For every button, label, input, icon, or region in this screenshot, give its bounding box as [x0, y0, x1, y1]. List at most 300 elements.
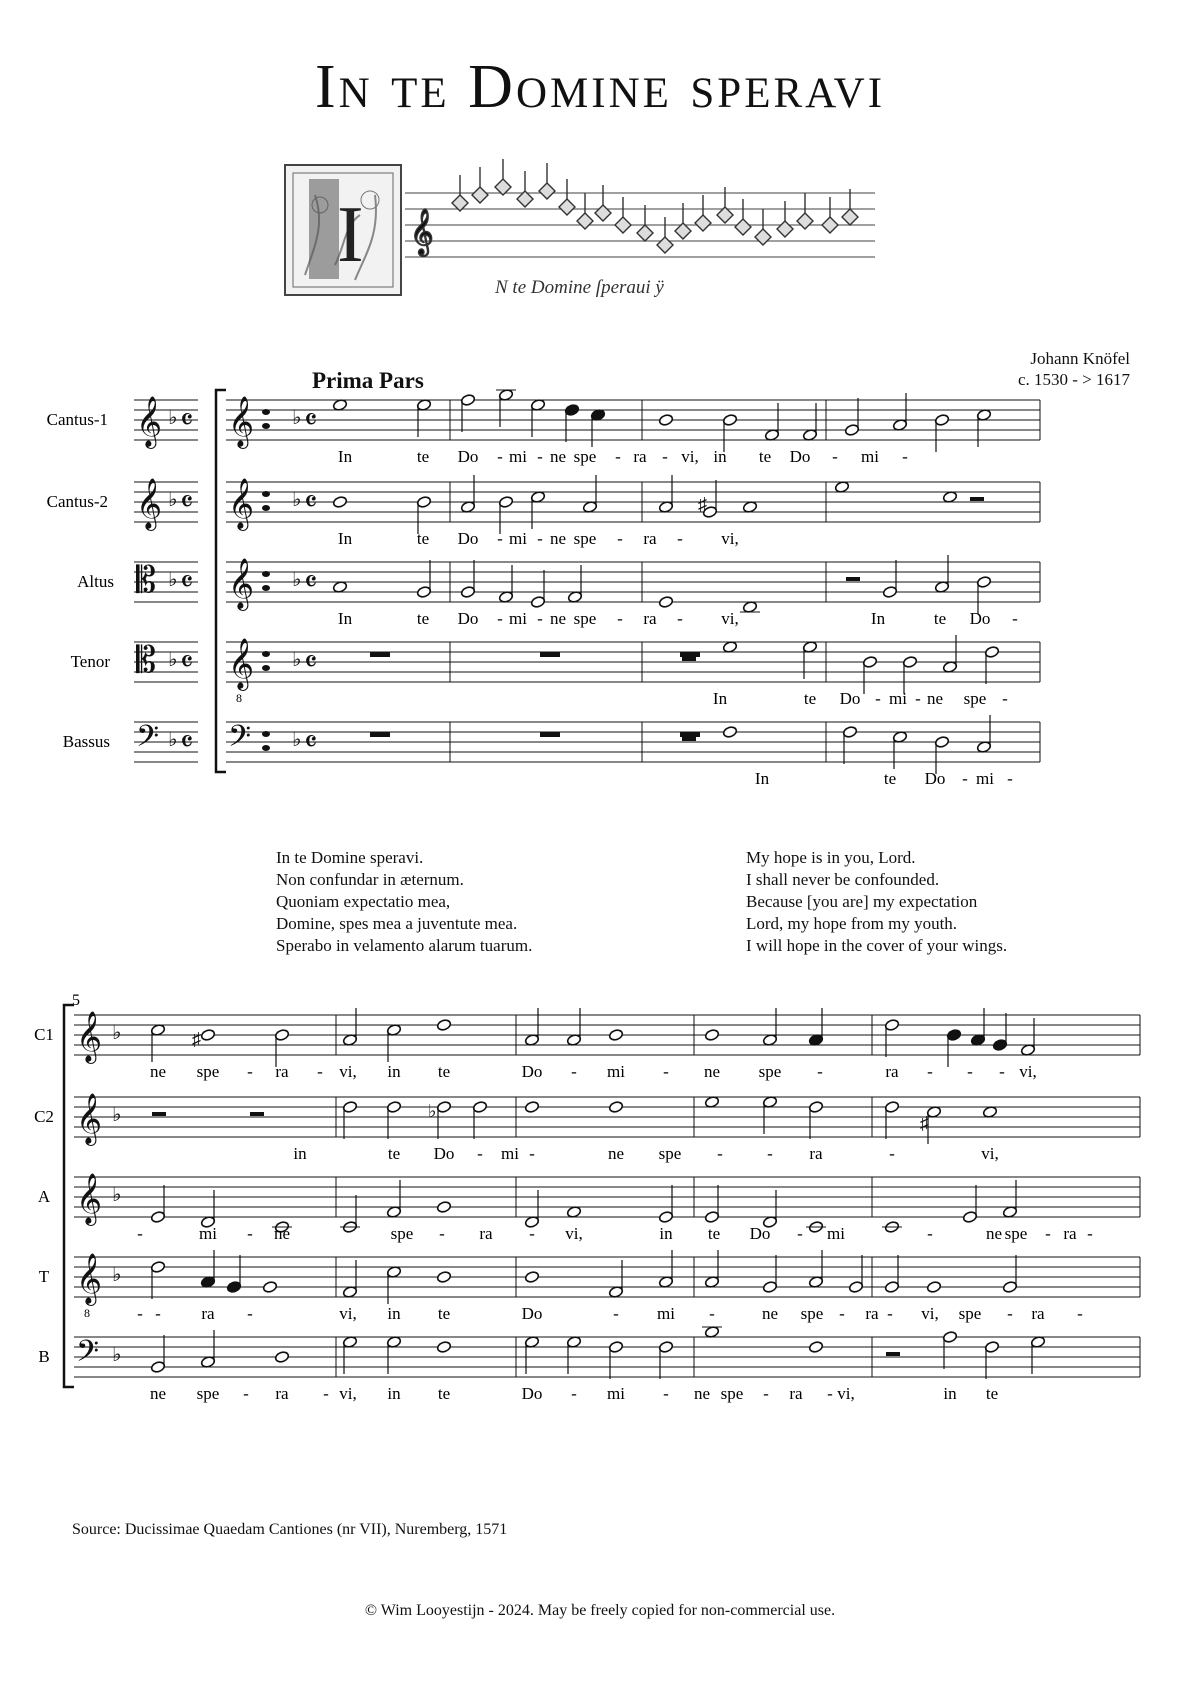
english-text — [746, 847, 1007, 957]
lyric-syllable: Do — [839, 689, 861, 708]
note-head — [658, 414, 673, 427]
note-head — [460, 394, 475, 407]
treble-clef-icon: 𝄞 — [136, 397, 163, 446]
lyric-syllable: ra — [201, 1304, 215, 1323]
lyric-syllable: - — [887, 1304, 893, 1323]
composer-block — [1000, 348, 1130, 390]
lyric-syllable: mi — [861, 447, 879, 466]
common-time-icon: 𝄴 — [180, 566, 194, 599]
flat-icon: ♭ — [112, 1264, 122, 1286]
note-head — [460, 586, 475, 599]
note-head — [884, 1281, 899, 1294]
score-system-2 — [30, 992, 1170, 1445]
range-note — [262, 665, 270, 671]
lyric-syllable: - — [497, 609, 503, 628]
lyric-syllable: mi — [509, 447, 527, 466]
lyric-syllable: vi, — [681, 447, 699, 466]
lyric-syllable: ra — [479, 1224, 493, 1243]
main-staff — [226, 642, 1040, 682]
lyric-syllable: - — [1002, 689, 1008, 708]
lyric-syllable: ne — [693, 1384, 711, 1403]
note-head — [946, 1029, 961, 1042]
woodcut-facsimile — [285, 165, 885, 315]
note-head — [608, 1101, 623, 1114]
lyric-syllable: spe — [196, 1062, 220, 1081]
main-staff — [74, 1177, 1140, 1217]
note-head — [608, 1341, 623, 1354]
section-title: Prima Pars — [312, 368, 424, 393]
whole-rest — [370, 652, 390, 657]
main-staff — [226, 482, 1040, 522]
lyric-syllable: - — [1012, 609, 1018, 628]
lyric-syllable: - — [875, 689, 881, 708]
lyric-syllable: ra — [809, 1144, 823, 1163]
lyric-syllable: - — [967, 1062, 973, 1081]
lyric-syllable: - — [915, 689, 921, 708]
woodcut-note — [695, 215, 711, 231]
lyric-syllable: te — [416, 447, 430, 466]
note-head — [498, 496, 513, 509]
voice-label: Cantus-2 — [46, 492, 108, 511]
lyric-syllable: - — [529, 1224, 535, 1243]
flat-icon: ♭ — [292, 407, 302, 429]
lyric-syllable: ra — [789, 1384, 803, 1403]
lyric-syllable: mi — [607, 1384, 625, 1403]
sharp-icon: ♯ — [920, 1113, 929, 1133]
lyric-syllable: in — [387, 1384, 401, 1403]
note-head — [150, 1361, 165, 1374]
lyric-syllable: spe — [800, 1304, 824, 1323]
main-staff — [226, 400, 1040, 440]
lyric-syllable: - — [817, 1062, 823, 1081]
lyric-syllable: Do — [924, 769, 946, 788]
measure-number: 5 — [72, 992, 80, 1009]
woodcut-note — [842, 209, 858, 225]
half-rest — [846, 577, 860, 581]
lyric-syllable: vi, — [1019, 1062, 1037, 1081]
lyric-syllable: vi, — [339, 1384, 357, 1403]
lyric-syllable: ra — [885, 1062, 899, 1081]
note-head — [416, 586, 431, 599]
main-staff — [226, 562, 1040, 602]
lyric-syllable: - — [663, 1062, 669, 1081]
composer-name: Johann Knöfel — [1030, 349, 1130, 368]
lyric-syllable: ra — [275, 1062, 289, 1081]
note-head — [862, 656, 877, 669]
lyric-syllable: vi, — [721, 609, 739, 628]
treble-clef-icon: 𝄞 — [76, 1012, 103, 1061]
lyric-syllable: - — [1087, 1224, 1093, 1243]
lyric-syllable: te — [985, 1384, 999, 1403]
flat-icon: ♭ — [292, 729, 302, 751]
latin-line: Sperabo in velamento alarum tuarum. — [276, 936, 533, 955]
lyric-syllable: mi — [657, 1304, 675, 1323]
english-line: My hope is in you, Lord. — [746, 848, 916, 867]
octave-mark: 8 — [84, 1306, 90, 1320]
range-note — [262, 745, 270, 751]
lyric-syllable: - — [889, 1144, 895, 1163]
latin-line: Non confundar in æternum. — [276, 870, 464, 889]
lyric-syllable: In — [870, 609, 886, 628]
lyric-syllable: te — [437, 1062, 451, 1081]
note-head — [416, 496, 431, 509]
note-head — [808, 1101, 823, 1114]
alto-clef-icon: 𝄡 — [136, 640, 157, 680]
note-head — [722, 726, 737, 739]
voice-label-short: B — [38, 1347, 50, 1366]
note-head — [564, 404, 579, 417]
lyric-syllable: - — [247, 1062, 253, 1081]
lyric-syllable: Do — [521, 1304, 543, 1323]
note-head — [926, 1281, 941, 1294]
lyric-syllable: spe — [573, 529, 597, 548]
voice-label: Altus — [77, 572, 114, 591]
note-head — [150, 1261, 165, 1274]
lyric-syllable: ne — [549, 447, 567, 466]
lyric-syllable: - — [571, 1384, 577, 1403]
note-head — [722, 414, 737, 427]
lyric-syllable: - — [537, 447, 543, 466]
lyric-syllable: te — [416, 609, 430, 628]
note-head — [934, 414, 949, 427]
lyric-syllable: - — [663, 1384, 669, 1403]
lyric-syllable: - — [1045, 1224, 1051, 1243]
lyric-syllable: ra — [865, 1304, 879, 1323]
lyric-syllable: mi — [509, 609, 527, 628]
common-time-icon: 𝄴 — [180, 404, 194, 437]
woodcut-caption: N te Domine ſperaui ÿ — [495, 277, 664, 298]
lyric-syllable: - — [247, 1304, 253, 1323]
lyric-syllable: mi — [976, 769, 994, 788]
lyric-syllable: In — [754, 769, 770, 788]
sharp-icon: ♯ — [698, 494, 707, 514]
voice-label: Tenor — [70, 652, 110, 671]
lyric-syllable: Do — [521, 1384, 543, 1403]
flat-icon: ♭ — [292, 569, 302, 591]
lyric-syllable: ne — [149, 1062, 167, 1081]
lyric-syllable: spe — [963, 689, 987, 708]
lyric-syllable: In — [337, 447, 353, 466]
score-system-1 — [30, 390, 1170, 830]
lyric-syllable: spe — [573, 609, 597, 628]
lyric-syllable: - — [927, 1224, 933, 1243]
woodcut-note — [797, 213, 813, 229]
latin-text — [276, 847, 532, 957]
woodcut-note — [577, 213, 593, 229]
note-head — [150, 1211, 165, 1224]
common-time-icon: 𝄴 — [304, 486, 318, 519]
lyric-syllable: Do — [521, 1062, 543, 1081]
lyric-syllable: Do — [457, 609, 479, 628]
lyric-syllable: ne — [926, 689, 944, 708]
lyric-syllable: - — [137, 1304, 143, 1323]
range-note — [262, 731, 270, 737]
lyric-syllable: spe — [390, 1224, 414, 1243]
common-time-icon: 𝄴 — [304, 404, 318, 437]
whole-rest — [540, 652, 560, 657]
common-time-icon: 𝄴 — [304, 726, 318, 759]
lyric-syllable: - — [902, 447, 908, 466]
treble-clef-icon: 𝄞 — [228, 639, 255, 688]
latin-line: In te Domine speravi. — [276, 848, 424, 867]
main-staff — [226, 722, 1040, 762]
lyric-syllable: Do — [457, 447, 479, 466]
note-head — [884, 1101, 899, 1114]
note-head — [386, 1101, 401, 1114]
treble-clef-icon: 𝄞 — [76, 1254, 103, 1303]
note-head — [942, 1331, 957, 1344]
note-head — [1002, 1281, 1017, 1294]
lyric-syllable: ne — [607, 1144, 625, 1163]
note-head — [902, 656, 917, 669]
note-head — [472, 1101, 487, 1114]
lyric-syllable: - — [677, 529, 683, 548]
lyric-syllable: - — [999, 1062, 1005, 1081]
lyric-syllable: Do — [789, 447, 811, 466]
whole-rest — [680, 652, 700, 657]
note-head — [658, 596, 673, 609]
bass-clef-icon: 𝄢 — [76, 1335, 100, 1375]
lyric-syllable: - — [537, 609, 543, 628]
lyric-syllable: - — [763, 1384, 769, 1403]
note-head — [984, 646, 999, 659]
lyric-syllable: te — [758, 447, 772, 466]
lyric-syllable: ne — [985, 1224, 1003, 1243]
common-time-icon: 𝄴 — [180, 486, 194, 519]
lyric-syllable: - — [767, 1144, 773, 1163]
lyric-syllable: mi — [509, 529, 527, 548]
note-head — [274, 1351, 289, 1364]
source-note: Source: Ducissimae Quaedam Cantiones (nr VII), Nuremberg, 1571 — [72, 1521, 508, 1538]
note-head — [984, 1341, 999, 1354]
half-rest — [152, 1112, 166, 1116]
range-note — [262, 491, 270, 497]
note-head — [976, 576, 991, 589]
sharp-icon: ♯ — [192, 1029, 201, 1049]
lyric-syllable: - — [137, 1224, 143, 1243]
lyric-syllable: - — [155, 1304, 161, 1323]
lyric-syllable: vi, — [339, 1062, 357, 1081]
english-line: I will hope in the cover of your wings. — [746, 936, 1008, 955]
lyric-syllable: - — [529, 1144, 535, 1163]
lyric-syllable: mi — [199, 1224, 217, 1243]
voice-label: Bassus — [62, 732, 110, 751]
note-head — [848, 1281, 863, 1294]
flat-icon: ♭ — [168, 489, 178, 511]
woodcut-clef: 𝄞 — [410, 209, 434, 254]
lyric-syllable: - — [497, 447, 503, 466]
lyric-syllable: In — [337, 529, 353, 548]
latin-line: Domine, spes mea a juventute mea. — [276, 914, 518, 933]
range-note — [262, 409, 270, 415]
alto-clef-icon: 𝄡 — [136, 560, 157, 600]
woodcut-note — [735, 219, 751, 235]
note-head — [524, 1271, 539, 1284]
lyric-syllable: - — [317, 1062, 323, 1081]
lyric-syllable: ra — [643, 609, 657, 628]
voice-label-short: C2 — [34, 1107, 54, 1126]
note-head — [992, 1039, 1007, 1052]
lyric-syllable: mi — [501, 1144, 519, 1163]
page-title: In te Domine speravi — [314, 53, 886, 121]
main-staff — [74, 1097, 1140, 1137]
lyric-syllable: spe — [720, 1384, 744, 1403]
lyric-syllable: - — [617, 529, 623, 548]
half-rest — [682, 737, 696, 741]
note-head — [436, 1341, 451, 1354]
common-time-icon: 𝄴 — [180, 646, 194, 679]
lyric-syllable: Do — [749, 1224, 771, 1243]
lyric-syllable: in — [387, 1062, 401, 1081]
lyric-syllable: - — [615, 447, 621, 466]
lyric-syllable: vi, — [981, 1144, 999, 1163]
note-head — [762, 1281, 777, 1294]
lyric-syllable: spe — [658, 1144, 682, 1163]
woodcut-note — [559, 199, 575, 215]
lyric-syllable: - — [839, 1304, 845, 1323]
lyric-syllable: - — [832, 447, 838, 466]
lyric-syllable: In — [337, 609, 353, 628]
lyric-syllable: mi — [889, 689, 907, 708]
half-rest — [250, 1112, 264, 1116]
lyric-syllable: ne — [549, 609, 567, 628]
flat-icon: ♭ — [168, 407, 178, 429]
woodcut-note — [637, 225, 653, 241]
lyric-syllable: vi, — [565, 1224, 583, 1243]
lyric-syllable: - — [827, 1384, 833, 1403]
voice-label-short: T — [38, 1267, 50, 1286]
note-head — [658, 1341, 673, 1354]
common-time-icon: 𝄴 — [180, 726, 194, 759]
lyric-syllable: in — [943, 1384, 957, 1403]
octave-mark: 8 — [236, 691, 242, 705]
lyric-syllable: - — [1007, 769, 1013, 788]
note-head — [524, 1101, 539, 1114]
note-head — [844, 424, 859, 437]
lyric-syllable: vi, — [921, 1304, 939, 1323]
lyric-syllable: Do — [457, 529, 479, 548]
woodcut-note — [755, 229, 771, 245]
lyric-syllable: - — [1007, 1304, 1013, 1323]
lyric-syllable: ra — [1063, 1224, 1077, 1243]
lyric-syllable: - — [617, 609, 623, 628]
flat-icon: ♭ — [168, 729, 178, 751]
half-rest — [970, 497, 984, 501]
lyric-syllable: ne — [149, 1384, 167, 1403]
bass-clef-icon: 𝄢 — [136, 720, 160, 760]
lyric-syllable: in — [713, 447, 727, 466]
lyric-syllable: - — [797, 1224, 803, 1243]
flat-icon: ♭ — [292, 489, 302, 511]
woodcut-note — [472, 187, 488, 203]
note-head — [200, 1029, 215, 1042]
lyric-syllable: Do — [433, 1144, 455, 1163]
copyright-note: © Wim Looyestijn - 2024. May be freely copied for non-commercial use. — [364, 1602, 836, 1619]
whole-rest — [540, 732, 560, 737]
system-bracket — [64, 1005, 74, 1387]
english-line: Because [you are] my expectation — [746, 892, 978, 911]
lyric-syllable: - — [1077, 1304, 1083, 1323]
whole-rest — [370, 732, 390, 737]
lyric-syllable: vi, — [837, 1384, 855, 1403]
flat-icon: ♭ — [112, 1184, 122, 1206]
lyric-syllable: spe — [758, 1062, 782, 1081]
note-head — [436, 1271, 451, 1284]
lyric-syllable: - — [717, 1144, 723, 1163]
lyric-syllable: mi — [607, 1062, 625, 1081]
note-head — [884, 1019, 899, 1032]
woodcut-note — [615, 217, 631, 233]
note-head — [882, 586, 897, 599]
lyric-syllable: te — [933, 609, 947, 628]
latin-line: Quoniam expectatio mea, — [276, 892, 451, 911]
note-head — [962, 1211, 977, 1224]
flat-icon: ♭ — [168, 569, 178, 591]
flat-icon: ♭ — [292, 649, 302, 671]
flat-icon: ♭ — [112, 1022, 122, 1044]
lyric-syllable: spe — [1004, 1224, 1028, 1243]
note-head — [658, 1211, 673, 1224]
lyric-syllable: - — [537, 529, 543, 548]
lyric-syllable: spe — [196, 1384, 220, 1403]
treble-clef-icon: 𝄞 — [228, 397, 255, 446]
woodcut-note — [822, 217, 838, 233]
note-head — [274, 1029, 289, 1042]
lyric-syllable: te — [437, 1304, 451, 1323]
range-note — [262, 585, 270, 591]
lyric-syllable: ne — [273, 1224, 291, 1243]
flat-icon: ♭ — [168, 649, 178, 671]
half-rest — [682, 657, 696, 661]
lyric-syllable: ra — [1031, 1304, 1045, 1323]
woodcut-note — [595, 205, 611, 221]
woodcut-note — [657, 237, 673, 253]
lyric-syllable: te — [416, 529, 430, 548]
note-head — [608, 1029, 623, 1042]
note-head — [342, 1101, 357, 1114]
lyric-syllable: - — [243, 1384, 249, 1403]
lyric-syllable: ra — [643, 529, 657, 548]
flat-icon: ♭ — [112, 1104, 122, 1126]
woodcut-initial-letter: I — [337, 191, 364, 279]
range-note — [262, 423, 270, 429]
lyric-syllable: vi, — [721, 529, 739, 548]
lyric-syllable: ne — [703, 1062, 721, 1081]
english-line: I shall never be confounded. — [746, 870, 940, 889]
lyric-syllable: ra — [633, 447, 647, 466]
lyric-syllable: - — [927, 1062, 933, 1081]
note-head — [808, 1341, 823, 1354]
lyric-syllable: - — [709, 1304, 715, 1323]
lyric-syllable: - — [571, 1062, 577, 1081]
lyric-syllable: spe — [573, 447, 597, 466]
lyric-syllable: - — [477, 1144, 483, 1163]
note-head — [704, 1029, 719, 1042]
lyric-syllable: - — [247, 1224, 253, 1243]
lyric-syllable: - — [962, 769, 968, 788]
lyric-syllable: ne — [761, 1304, 779, 1323]
note-head — [262, 1281, 277, 1294]
lyric-syllable: te — [707, 1224, 721, 1243]
woodcut-note — [539, 183, 555, 199]
range-note — [262, 571, 270, 577]
treble-clef-icon: 𝄞 — [228, 559, 255, 608]
lyric-syllable: ne — [549, 529, 567, 548]
note-head — [842, 726, 857, 739]
voice-label-short: A — [37, 1187, 51, 1206]
composer-dates: c. 1530 - > 1617 — [1017, 370, 1130, 389]
note-head — [530, 596, 545, 609]
